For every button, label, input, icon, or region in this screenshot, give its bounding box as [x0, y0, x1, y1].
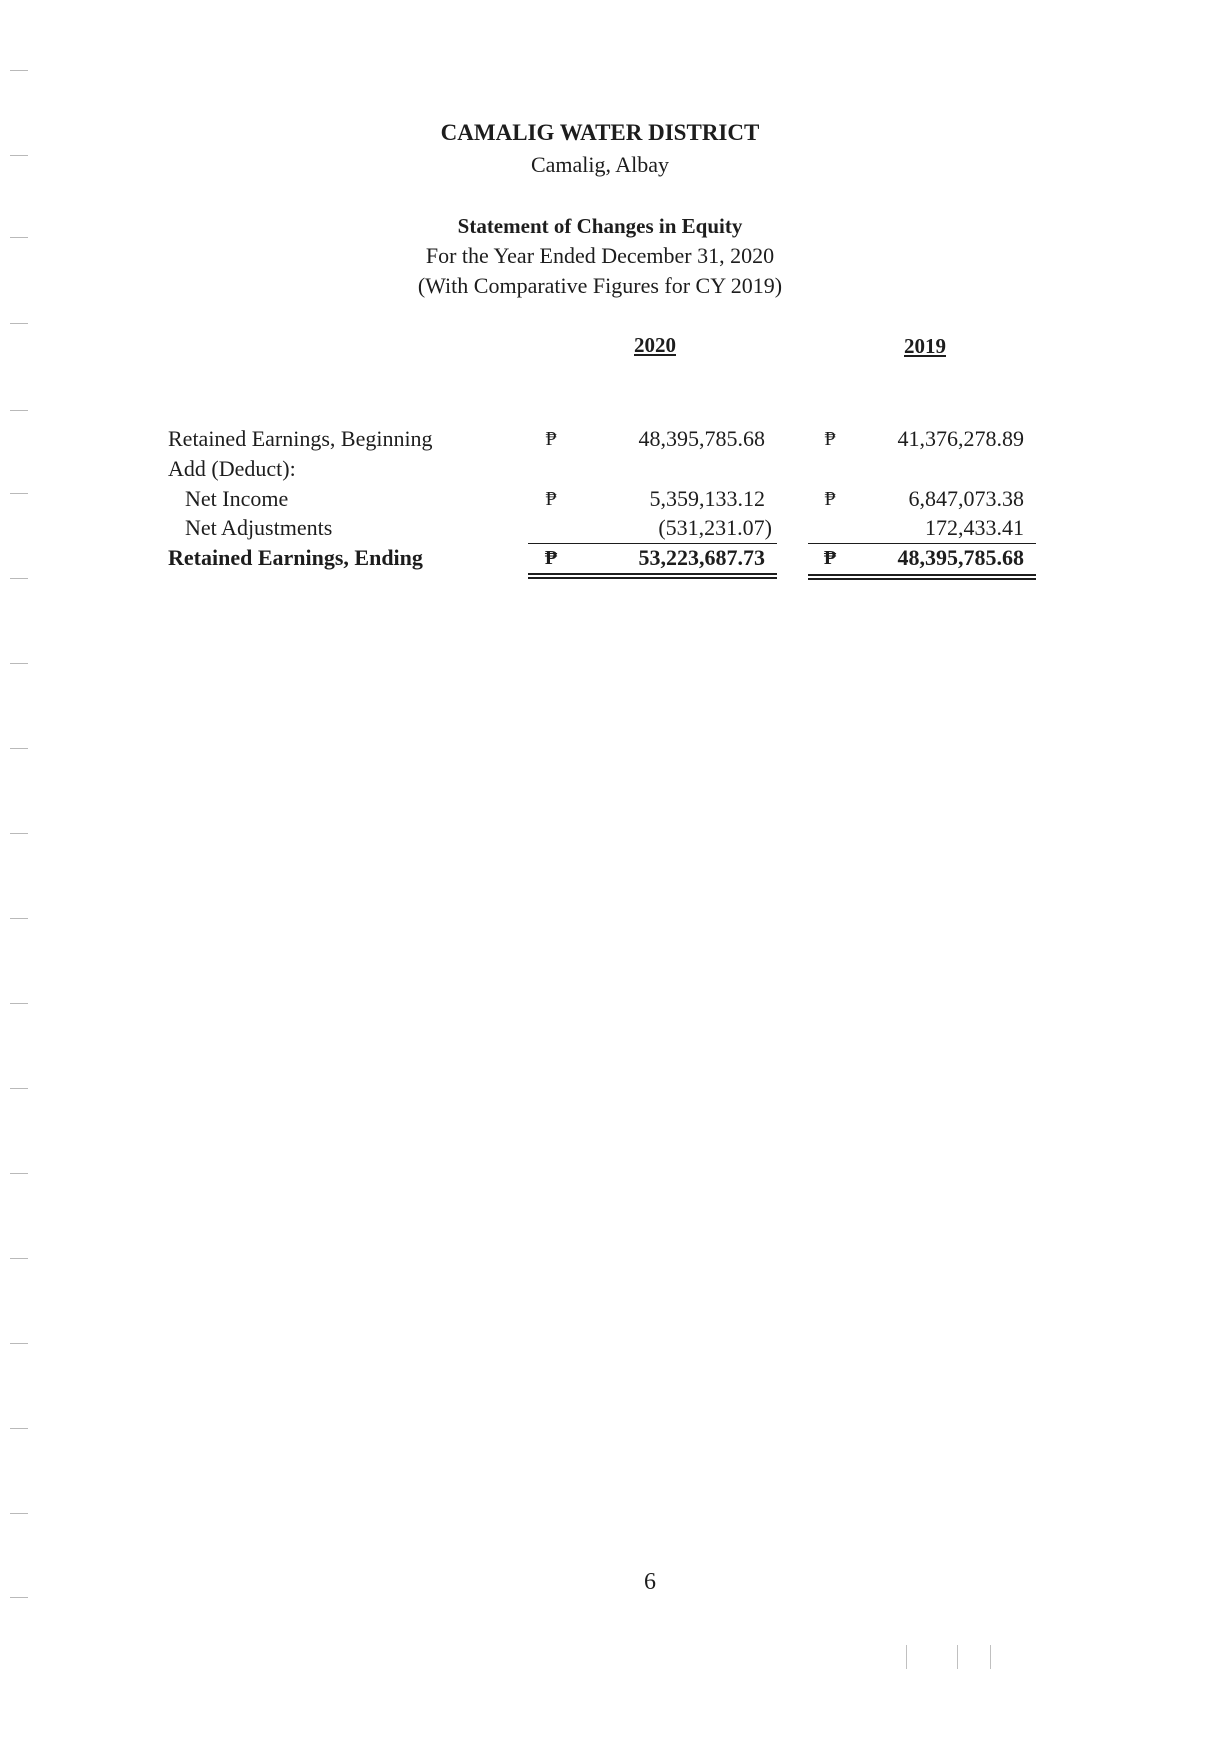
row-label-net-income: Net Income: [185, 486, 289, 511]
margin-mark: [10, 748, 28, 749]
currency-symbol: ₱: [545, 488, 557, 510]
organization-location: Camalig, Albay: [530, 152, 670, 177]
margin-mark: [10, 493, 28, 494]
total-double-rule-2019: [808, 574, 1036, 576]
currency-symbol: ₱: [544, 547, 558, 569]
row-label-ending: Retained Earnings, Ending: [168, 545, 423, 570]
statement-period: For the Year Ended December 31, 2020: [425, 243, 775, 268]
margin-mark: [10, 1513, 28, 1514]
scan-artifact: [990, 1645, 991, 1669]
margin-mark: [10, 323, 28, 324]
amount-net-adjustments-2019: 172,433.41: [925, 515, 1024, 540]
page-number: 6: [644, 1569, 656, 1595]
margin-mark: [10, 578, 28, 579]
margin-mark: [10, 833, 28, 834]
scan-artifact: [906, 1645, 907, 1669]
currency-symbol: ₱: [824, 488, 836, 510]
comparative-note: (With Comparative Figures for CY 2019): [417, 273, 783, 298]
margin-mark: [10, 1003, 28, 1004]
currency-symbol: ₱: [824, 428, 836, 450]
margin-mark: [10, 410, 28, 411]
total-double-rule-2020: [528, 573, 777, 575]
column-heading-2019: 2019: [904, 334, 946, 358]
margin-mark: [10, 918, 28, 919]
amount-net-adjustments-2020: (531,231.07): [658, 515, 772, 540]
row-label-net-adjustments: Net Adjustments: [185, 515, 333, 540]
amount-ending-2020: 53,223,687.73: [638, 545, 765, 570]
margin-mark: [10, 1343, 28, 1344]
row-label-beginning: Retained Earnings, Beginning: [168, 426, 433, 451]
currency-symbol: ₱: [545, 428, 557, 450]
amount-net-income-2019: 6,847,073.38: [908, 486, 1024, 511]
margin-mark: [10, 1258, 28, 1259]
amount-net-income-2020: 5,359,133.12: [649, 486, 765, 511]
amount-ending-2019: 48,395,785.68: [897, 545, 1024, 570]
margin-mark: [10, 1088, 28, 1089]
row-label-add-deduct: Add (Deduct):: [168, 456, 296, 481]
total-double-rule-2020: [528, 577, 777, 579]
organization-name: CAMALIG WATER DISTRICT: [440, 120, 760, 145]
amount-beginning-2019: 41,376,278.89: [897, 426, 1024, 451]
margin-mark: [10, 1428, 28, 1429]
statement-title: Statement of Changes in Equity: [457, 214, 743, 238]
amount-beginning-2020: 48,395,785.68: [638, 426, 765, 451]
currency-symbol: ₱: [823, 547, 837, 569]
margin-mark: [10, 663, 28, 664]
margin-mark: [10, 1173, 28, 1174]
column-heading-2020: 2020: [634, 333, 676, 357]
scan-artifact: [957, 1645, 958, 1669]
margin-mark: [10, 70, 28, 71]
total-double-rule-2019: [808, 578, 1036, 580]
margin-mark: [10, 1597, 28, 1598]
